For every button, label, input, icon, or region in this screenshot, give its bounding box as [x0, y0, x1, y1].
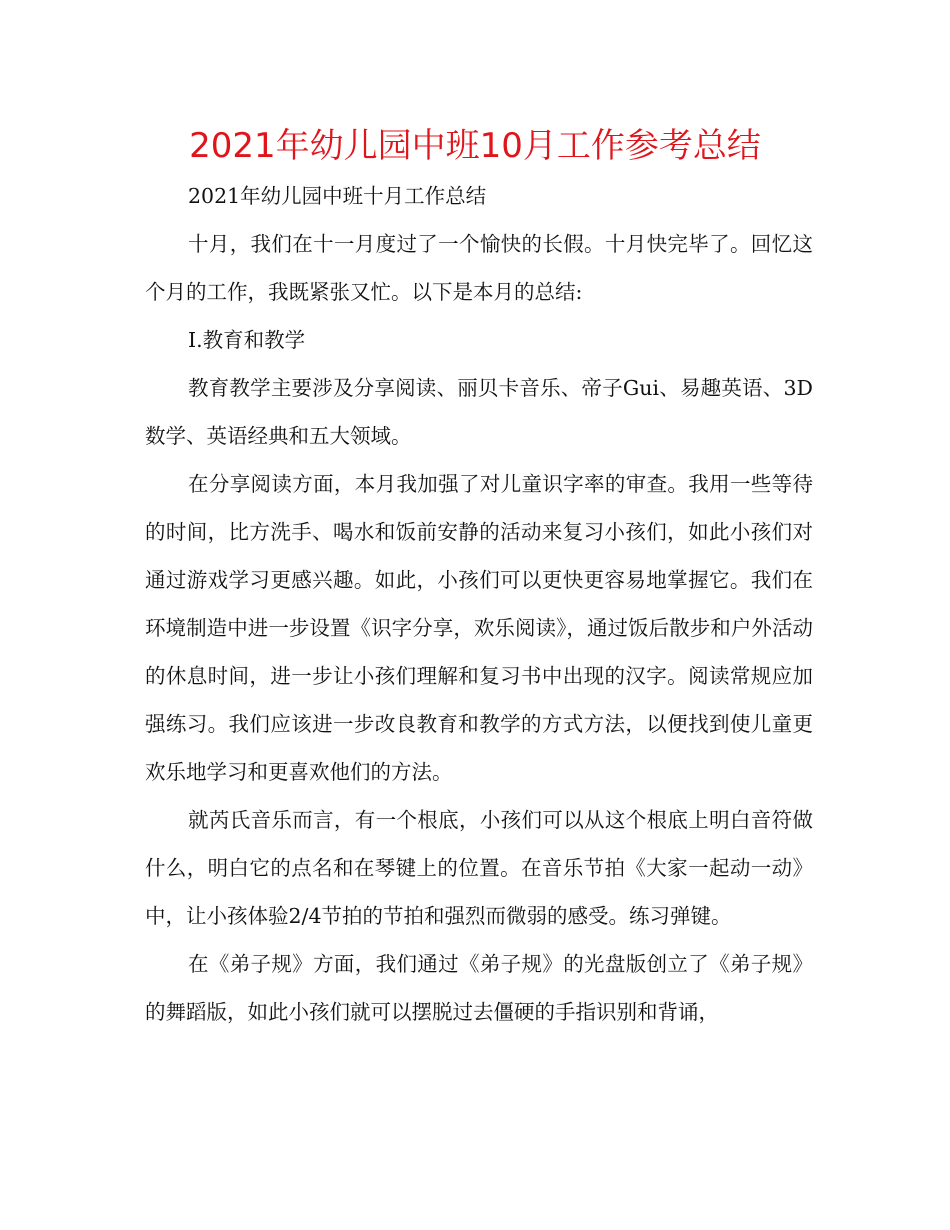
music-paragraph: 就芮氏音乐而言，有一个根底，小孩们可以从这个根底上明白音符做什么，明白它的点名和在琴键上的位置。在音乐节拍《大家一起动一动》中，让小孩体验2/4节拍的节拍和强烈而微弱的感受。练习弹键。 [145, 808, 813, 928]
dizigui-paragraph: 在《弟子规》方面，我们通过《弟子规》的光盘版创立了《弟子规》的舞蹈版，如此小孩们就可以摆脱过去僵硬的手指识别和背诵， [145, 952, 813, 1024]
document-body [145, 172, 813, 1036]
document-title: 2021年幼儿园中班10月工作参考总结 [189, 126, 761, 166]
shared-reading-paragraph: 在分享阅读方面，本月我加强了对儿童识字率的审查。我用一些等待的时间，比方洗手、喝水和饭前安静的活动来复习小孩们，如此小孩们对通过游戏学习更感兴趣。如此，小孩们可以更快更容易地掌握它。我们在环境制造中进一步设置《识字分享，欢乐阅读》，通过饭后散步和户外活动的休息时间，进一步让小孩们理解和复习书中出现的汉字。阅读常规应加强练习。我们应该进一步改良教育和教学的方式方法，以便找到使儿童更欢乐地学习和更喜欢他们的方法。 [145, 472, 813, 784]
subtitle-paragraph: 2021年幼儿园中班十月工作总结 [188, 184, 487, 208]
section-heading: Ⅰ.教育和教学 [188, 328, 306, 352]
intro-paragraph: 十月，我们在十一月度过了一个愉快的长假。十月快完毕了。回忆这个月的工作，我既紧张又忙。以下是本月的总结: [145, 232, 813, 304]
teaching-overview-paragraph: 教育教学主要涉及分享阅读、丽贝卡音乐、帝子Gui、易趣英语、3D数学、英语经典和五大领域。 [145, 376, 813, 448]
